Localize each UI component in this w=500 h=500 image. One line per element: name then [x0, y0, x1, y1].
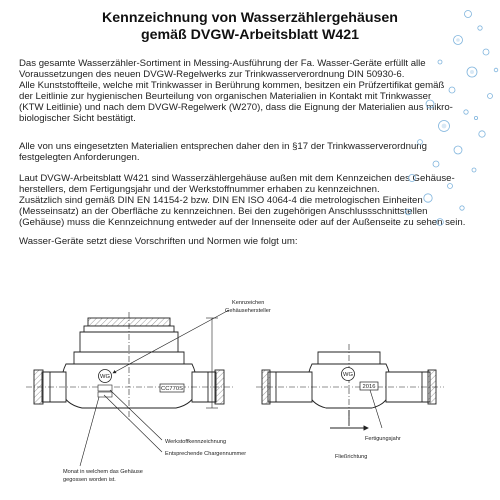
text-line: (Messeinsatz) an der Oberfläche zu kennzeichnen. Bei den zugehörigen Anschlussschnittstellen — [19, 206, 428, 218]
left-meter-side-view — [26, 312, 234, 420]
text-line: Alle von uns eingesetzten Materialien entsprechen daher den in §17 der Trinkwasserverordnung — [19, 141, 427, 152]
paragraph-requirements — [19, 141, 493, 163]
text-line: herstellers, dem Fertigungsjahr und der Werkstoffnummer erhaben zu kennzeichnen. — [19, 184, 380, 196]
label-manufacturer-line1: Kennzeichen — [232, 300, 265, 306]
label-batch: Entsprechende Chargennummer — [165, 451, 247, 457]
paragraph-implementation — [19, 236, 493, 247]
label-material: Werkstoffkennzeichnung — [165, 439, 227, 445]
paragraph-marking-rules — [19, 173, 493, 228]
text-line: Zusätzlich sind gemäß DIN EN 14154-2 bzw. DIN EN ISO 4064-4 die metrologischen Einheiten — [19, 195, 423, 207]
logo-stamp-right: WG — [343, 372, 353, 378]
page-subtitle: gemäß DVGW-Arbeitsblatt W421 — [140, 27, 360, 43]
material-stamp: CC770S — [161, 386, 183, 392]
text-line: festgelegten Anforderungen. — [19, 152, 140, 164]
text-line: (Gehäuse) muss die Kennzeichnung entweder auf der Innenseite oder auf der Außenseite zu sehen sein. — [19, 217, 466, 229]
text-line: der Leitlinie zur hygienischen Beurteilung von organischen Materialien in Kontakt mit Trinkwasser — [19, 91, 432, 103]
label-month-line1: Monat in welchem das Gehäuse — [63, 469, 143, 475]
label-flow: Fließrichtung — [335, 454, 368, 460]
flow-direction-arrow — [330, 410, 368, 428]
paragraph-materials — [19, 58, 493, 125]
text-line: biologischer Sicht bestätigt. — [19, 113, 136, 125]
label-year: Fertigungsjahr — [365, 436, 401, 442]
water-meter-drawing — [0, 290, 500, 500]
label-manufacturer-line2: Gehäusehersteller — [225, 308, 271, 314]
text-line: Wasser-Geräte setzt diese Vorschriften und Normen wie folgt um: — [19, 236, 298, 247]
right-meter-view — [256, 344, 444, 420]
page-title: Kennzeichnung von Wasserzählergehäusen — [102, 10, 398, 26]
text-line: (KTW Leitlinie) und nach dem DVGW-Regelwerk (W270), dass die Eignung der Materialien aus mikro- — [19, 102, 453, 114]
year-stamp: 2016 — [362, 384, 376, 390]
text-line: Laut DVGW-Arbeitsblatt W421 sind Wasserzählergehäuse außen mit dem Kennzeichen des Gehäuse- — [19, 173, 455, 184]
label-month-line2: gegossen worden ist. — [63, 477, 116, 483]
text-line: Das gesamte Wasserzähler-Sortiment in Messing-Ausführung der Fa. Wasser-Geräte erfüllt alle — [19, 58, 426, 69]
logo-stamp: WG — [100, 374, 110, 380]
text-line: Voraussetzungen des neuen DVGW-Regelwerks zur Trinkwasserverordnung DIN 50930-6. — [19, 69, 405, 81]
text-line: Alle Kunststoffteile, welche mit Trinkwasser in Berührung kommen, besitzen ein Prüfzertifikat gemäß — [19, 80, 445, 92]
